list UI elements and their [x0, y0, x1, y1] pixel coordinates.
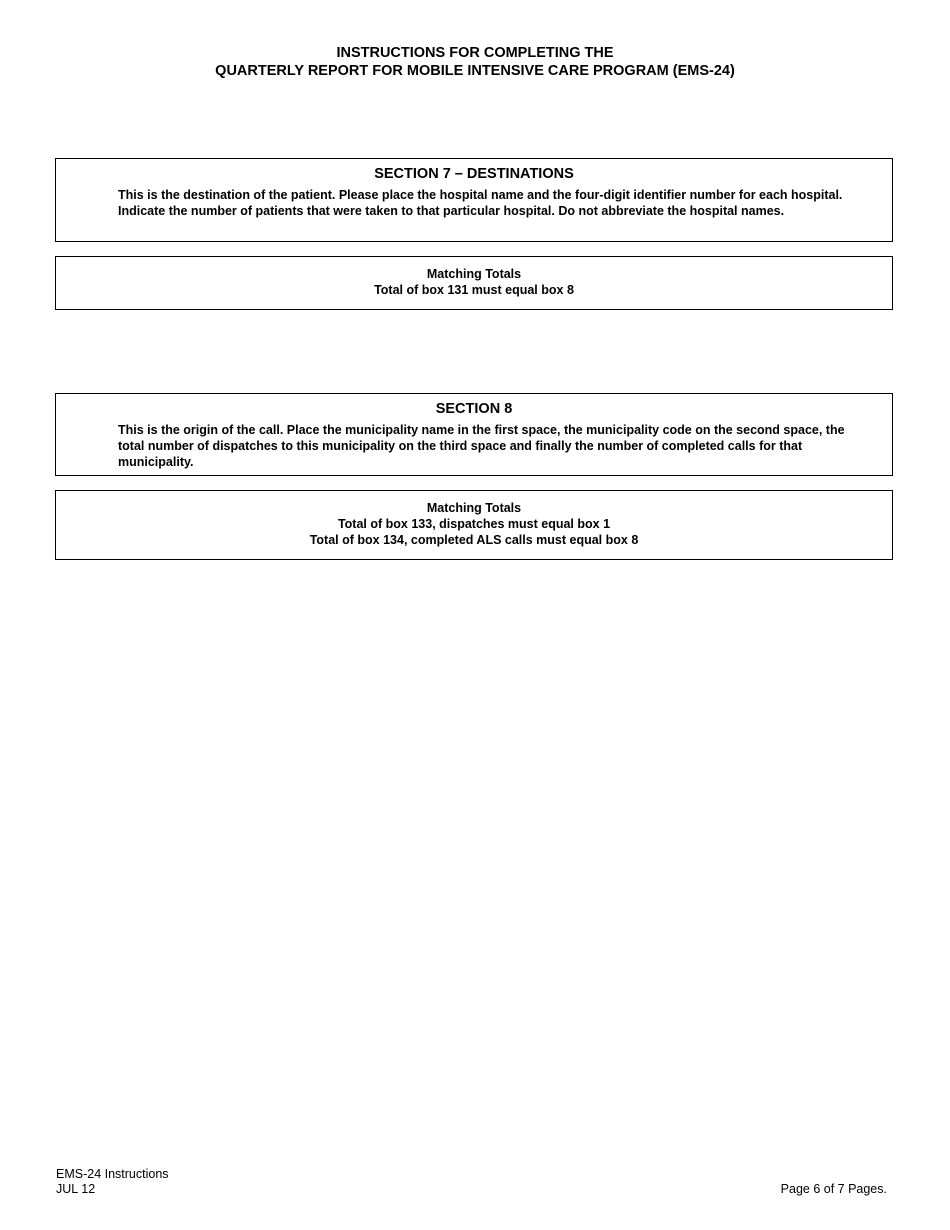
section-7-totals-line-1: Total of box 131 must equal box 8: [374, 283, 574, 297]
section-7-box: [55, 158, 893, 242]
footer-form-name: EMS-24 Instructions: [56, 1167, 169, 1181]
section-8-totals-box: [55, 490, 893, 560]
title-line-1: INSTRUCTIONS FOR COMPLETING THE: [336, 45, 614, 61]
section-8-totals-title: Matching Totals: [426, 501, 522, 515]
footer-page-number: Page 6 of 7 Pages.: [780, 1182, 887, 1196]
section-8-body: This is the origin of the call. Place the municipality name in the first space, the municipality code on the second space, the total number of dispatches to this municipality on the third space and finally the number of completed calls for that municipality.: [118, 423, 845, 469]
section-7-totals-title: Matching Totals: [426, 267, 522, 281]
section-7-totals-box: [55, 256, 893, 310]
footer-date: JUL 12: [56, 1182, 96, 1196]
section-7-heading: SECTION 7 – DESTINATIONS: [374, 166, 574, 182]
section-8-box: [55, 393, 893, 476]
section-7-body: This is the destination of the patient. Please place the hospital name and the four-digit identifier number for each hospital. Indicate the number of patients that were taken to that particular hospital. Do not abbreviate the hospital names.: [118, 188, 843, 218]
document-title: [0, 44, 950, 80]
section-8-totals-line-1: Total of box 133, dispatches must equal box 1: [337, 517, 611, 531]
section-8-heading: SECTION 8: [435, 401, 513, 417]
section-8-totals-line-2: Total of box 134, completed ALS calls must equal box 8: [309, 533, 639, 547]
footer-left: [56, 1167, 169, 1197]
title-line-2: QUARTERLY REPORT FOR MOBILE INTENSIVE CARE PROGRAM (EMS-24): [215, 63, 735, 79]
